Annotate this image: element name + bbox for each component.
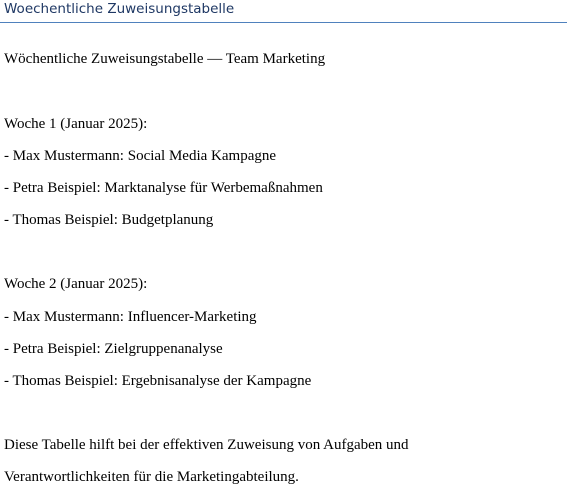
week-2-title: Woche 2 (Januar 2025): xyxy=(4,276,148,292)
week-1-title: Woche 1 (Januar 2025): xyxy=(4,116,148,132)
week-2-item-2: - Petra Beispiel: Zielgruppenanalyse xyxy=(4,341,223,357)
footer-line-2: Verantwortlichkeiten für die Marketingabteilung. xyxy=(4,469,299,485)
week-1-item-2: - Petra Beispiel: Marktanalyse für Werbemaßnahmen xyxy=(4,180,323,196)
footer-line-1: Diese Tabelle hilft bei der effektiven Zuweisung von Aufgaben und xyxy=(4,437,409,453)
week-1-item-3: - Thomas Beispiel: Budgetplanung xyxy=(4,212,214,228)
week-2-item-3: - Thomas Beispiel: Ergebnisanalyse der Kampagne xyxy=(4,373,312,389)
document-header xyxy=(0,0,567,23)
week-2-item-1: - Max Mustermann: Influencer-Marketing xyxy=(4,309,257,325)
week-1-item-1: - Max Mustermann: Social Media Kampagne xyxy=(4,148,277,164)
document-heading: Wöchentliche Zuweisungstabelle — Team Marketing xyxy=(4,51,326,67)
header-title: Woechentliche Zuweisungstabelle xyxy=(4,1,235,17)
